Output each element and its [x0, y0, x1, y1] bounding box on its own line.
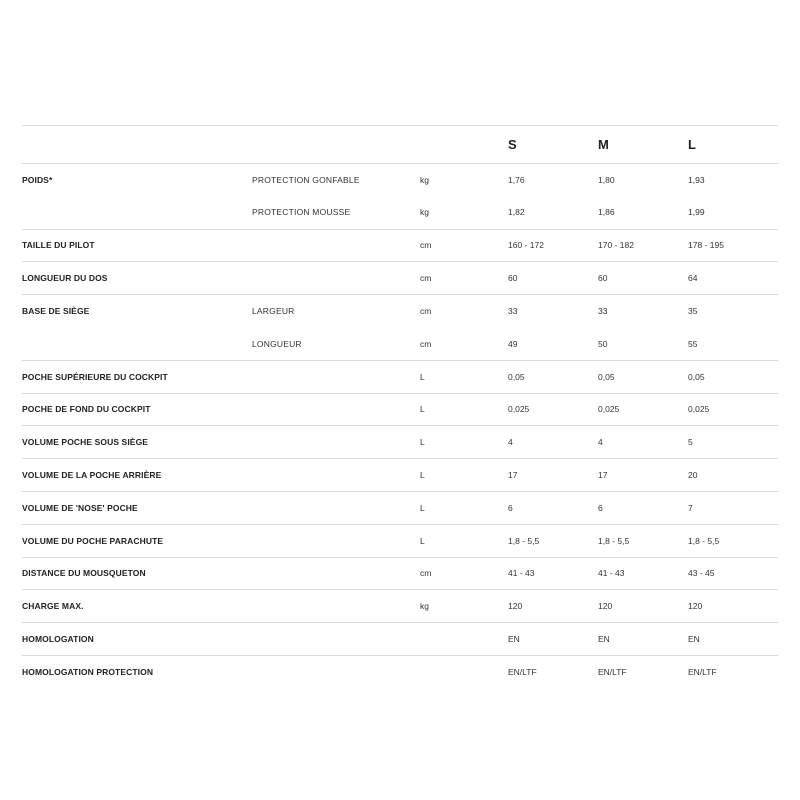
row-label: HOMOLOGATION: [22, 634, 94, 645]
value-m: 1,86: [598, 207, 615, 218]
row-sublabel: [252, 360, 420, 393]
value-l: 178 - 195: [688, 240, 724, 251]
row-label: HOMOLOGATION PROTECTION: [22, 667, 154, 678]
value-l: 7: [688, 502, 693, 513]
value-l: 1,99: [688, 207, 705, 218]
value-l: EN/LTF: [688, 667, 717, 678]
table-row: [22, 557, 778, 590]
value-l: 1,93: [688, 175, 705, 186]
row-sublabel: [252, 623, 420, 656]
table-row: [22, 295, 778, 328]
table-row: [22, 393, 778, 426]
value-m: 1,8 - 5,5: [598, 535, 630, 546]
value-m: 41 - 43: [598, 568, 625, 579]
table-row: [22, 360, 778, 393]
value-m: 17: [598, 470, 608, 481]
value-m: 6: [598, 502, 603, 513]
size-header-s: S: [508, 137, 517, 152]
value-m: 0,05: [598, 371, 615, 382]
value-s: 120: [508, 601, 523, 612]
value-s: EN: [508, 634, 520, 645]
row-unit: cm: [420, 338, 432, 349]
row-sublabel: [252, 590, 420, 623]
value-m: 50: [598, 338, 608, 349]
value-m: 60: [598, 273, 608, 284]
value-s: 4: [508, 437, 513, 448]
value-l: 0,025: [688, 404, 710, 415]
value-s: 0,05: [508, 371, 525, 382]
value-s: EN/LTF: [508, 667, 537, 678]
row-unit: L: [420, 470, 425, 481]
value-s: 1,82: [508, 207, 525, 218]
row-sublabel: [252, 491, 420, 524]
value-m: 1,80: [598, 175, 615, 186]
value-s: 1,76: [508, 175, 525, 186]
value-l: 43 - 45: [688, 568, 715, 579]
value-m: EN: [598, 634, 610, 645]
row-sublabel: [252, 655, 420, 688]
row-unit: L: [420, 535, 425, 546]
value-l: 0,05: [688, 371, 705, 382]
row-label: POCHE SUPÉRIEURE DU COCKPIT: [22, 371, 168, 382]
row-sublabel: LONGUEUR: [252, 338, 302, 349]
row-unit: cm: [420, 568, 432, 579]
row-label: DISTANCE DU MOUSQUETON: [22, 568, 146, 579]
row-label: BASE DE SIÈGE: [22, 306, 90, 317]
row-label: POIDS*: [22, 175, 53, 185]
table-row: [22, 491, 778, 524]
row-unit: L: [420, 371, 425, 382]
row-unit: cm: [420, 306, 432, 317]
row-label: LONGUEUR DU DOS: [22, 273, 108, 284]
row-unit: cm: [420, 273, 432, 284]
value-s: 49: [508, 338, 518, 349]
value-s: 33: [508, 306, 518, 317]
row-unit: kg: [420, 601, 429, 612]
row-unit: kg: [420, 175, 429, 186]
value-l: 55: [688, 338, 698, 349]
row-sublabel: PROTECTION GONFABLE: [252, 175, 360, 186]
value-m: 120: [598, 601, 613, 612]
row-label: VOLUME DU POCHE PARACHUTE: [22, 535, 164, 546]
value-l: 64: [688, 273, 698, 284]
value-s: 1,8 - 5,5: [508, 535, 540, 546]
value-s: 0,025: [508, 404, 530, 415]
spec-table: [22, 125, 778, 688]
value-l: EN: [688, 634, 700, 645]
row-unit: [420, 655, 508, 688]
value-m: 170 - 182: [598, 240, 634, 251]
header-empty-label: [22, 126, 252, 164]
row-label: VOLUME POCHE SOUS SIÈGE: [22, 437, 149, 448]
table-row: [22, 229, 778, 262]
row-sublabel: [252, 262, 420, 295]
row-unit: L: [420, 437, 425, 448]
header-empty-sub: [252, 126, 420, 164]
size-header-m: M: [598, 137, 609, 152]
table-row: [22, 426, 778, 459]
value-m: 0,025: [598, 404, 620, 415]
row-sublabel: [252, 557, 420, 590]
row-sublabel: PROTECTION MOUSSE: [252, 207, 351, 218]
value-s: 160 - 172: [508, 240, 544, 251]
row-label: VOLUME DE LA POCHE ARRIÈRE: [22, 470, 162, 481]
table-row: [22, 524, 778, 557]
value-m: 33: [598, 306, 608, 317]
row-unit: L: [420, 502, 425, 513]
size-header-l: L: [688, 137, 696, 152]
table-row: [22, 262, 778, 295]
row-unit: [420, 623, 508, 656]
value-m: 4: [598, 437, 603, 448]
row-label: VOLUME DE 'NOSE' POCHE: [22, 502, 138, 513]
row-label: TAILLE DU PILOT: [22, 240, 95, 251]
row-unit: L: [420, 404, 425, 415]
value-s: 41 - 43: [508, 568, 535, 579]
row-sublabel: [252, 426, 420, 459]
row-sublabel: [252, 459, 420, 492]
row-unit: kg: [420, 207, 429, 218]
table-row: [22, 164, 778, 197]
table-row: [22, 623, 778, 656]
value-l: 1,8 - 5,5: [688, 535, 720, 546]
row-sublabel: [252, 524, 420, 557]
value-s: 17: [508, 470, 518, 481]
value-s: 6: [508, 502, 513, 513]
row-sublabel: LARGEUR: [252, 306, 295, 317]
value-s: 60: [508, 273, 518, 284]
header-empty-unit: [420, 126, 508, 164]
value-l: 120: [688, 601, 703, 612]
table-row: [22, 655, 778, 688]
row-sublabel: [252, 229, 420, 262]
value-l: 35: [688, 306, 698, 317]
row-sublabel: [252, 393, 420, 426]
row-label: POCHE DE FOND DU COCKPIT: [22, 404, 151, 415]
row-label: CHARGE MAX.: [22, 601, 84, 612]
header-row: [22, 126, 778, 164]
value-m: EN/LTF: [598, 667, 627, 678]
value-l: 5: [688, 437, 693, 448]
value-l: 20: [688, 470, 698, 481]
row-unit: cm: [420, 240, 432, 251]
table-row: [22, 459, 778, 492]
table-row: [22, 590, 778, 623]
